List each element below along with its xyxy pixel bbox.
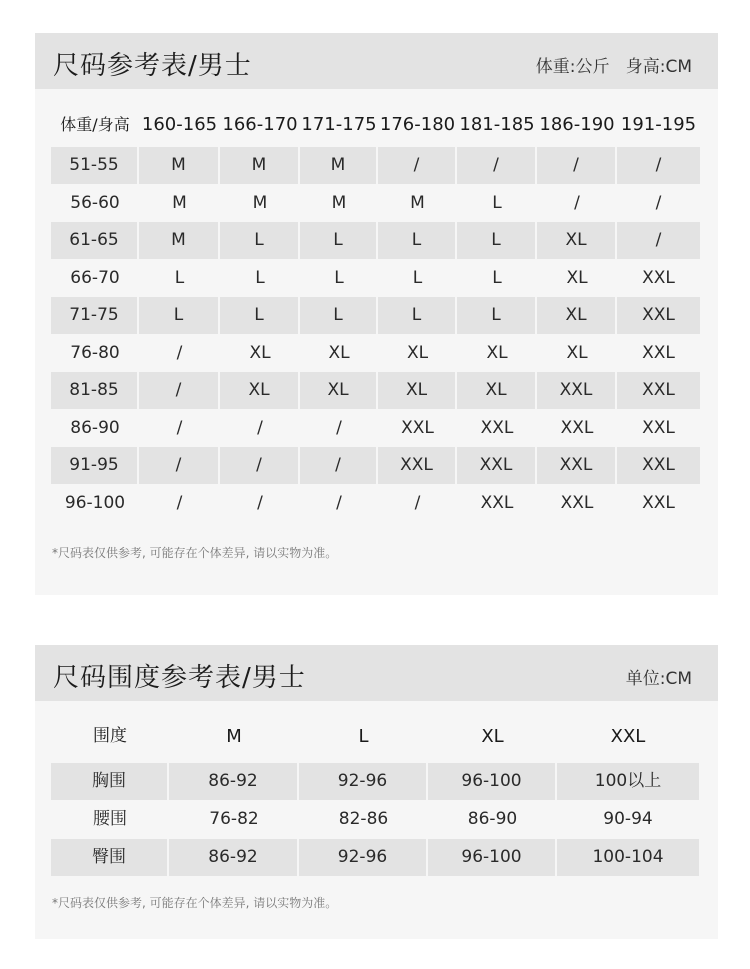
girth-chart-note: *尺码表仅供参考, 可能存在个体差异, 请以实物为准。	[52, 896, 338, 910]
girth-value-cell: 100-104	[557, 839, 699, 876]
size-chart-note: *尺码表仅供参考, 可能存在个体差异, 请以实物为准。	[52, 546, 338, 560]
size-cell: XXL	[642, 492, 675, 513]
size-chart-row	[51, 297, 700, 334]
size-cell: XXL	[617, 297, 700, 334]
size-cell: L	[457, 297, 537, 334]
size-chart-row	[51, 485, 700, 522]
size-chart-header	[35, 33, 718, 89]
girth-value-cell: 86-90	[467, 809, 518, 829]
size-cell: XL	[457, 372, 537, 409]
size-cell: M	[220, 147, 300, 184]
size-cell: XXL	[537, 372, 617, 409]
size-cell: L	[457, 222, 537, 259]
girth-value-cell: 92-96	[299, 763, 428, 800]
size-cell: XL	[328, 342, 350, 363]
size-cell: XXL	[537, 447, 617, 484]
size-cell: L	[255, 267, 265, 288]
size-cell: /	[176, 492, 183, 513]
girth-chart-header-row	[51, 718, 699, 755]
size-cell: M	[300, 147, 378, 184]
girth-label: 胸围	[51, 763, 169, 800]
size-cell: L	[139, 297, 220, 334]
size-cell: /	[617, 147, 700, 184]
size-cell: L	[300, 222, 378, 259]
size-cell: L	[220, 297, 300, 334]
weight-label: 81-85	[51, 372, 139, 409]
size-cell: XL	[378, 372, 457, 409]
girth-value-cell: 96-100	[428, 763, 557, 800]
height-header: 171-175	[301, 114, 377, 135]
size-cell: /	[176, 417, 183, 438]
size-cell: M	[139, 222, 220, 259]
size-cell: /	[139, 372, 220, 409]
size-cell: L	[220, 222, 300, 259]
girth-value-cell: 100以上	[557, 763, 699, 800]
size-cell: M	[139, 147, 220, 184]
girth-chart-row	[51, 801, 699, 838]
size-cell: /	[336, 492, 342, 513]
size-cell: M	[172, 192, 187, 213]
size-chart-row	[51, 185, 700, 222]
size-cell: /	[378, 147, 457, 184]
size-cell: /	[139, 447, 220, 484]
size-cell: M	[410, 192, 425, 213]
size-cell: XXL	[617, 447, 700, 484]
girth-chart-title: 尺码围度参考表/男士	[53, 663, 306, 693]
size-cell: XL	[406, 342, 429, 363]
girth-value-cell: 92-96	[299, 839, 428, 876]
size-cell: L	[412, 267, 423, 288]
size-cell: XL	[537, 297, 617, 334]
weight-label: 86-90	[70, 417, 120, 438]
size-chart-row	[51, 222, 700, 259]
size-cell: /	[257, 417, 263, 438]
size-cell: XXL	[480, 492, 514, 513]
girth-corner-label: 围度	[93, 726, 127, 746]
weight-label: 61-65	[51, 222, 139, 259]
size-header: XL	[481, 726, 504, 747]
size-cell: /	[537, 147, 617, 184]
size-cell: /	[336, 417, 342, 438]
girth-chart-unit: 单位:CM	[625, 669, 692, 689]
weight-label: 91-95	[51, 447, 139, 484]
size-chart-row	[51, 260, 700, 297]
girth-value-cell: 86-92	[169, 763, 299, 800]
size-cell: XXL	[617, 372, 700, 409]
size-cell: XXL	[401, 417, 434, 438]
size-cell: XL	[220, 372, 300, 409]
height-header: 166-170	[222, 114, 298, 135]
size-cell: /	[300, 447, 378, 484]
height-header: 181-185	[459, 114, 535, 135]
size-cell: /	[220, 447, 300, 484]
size-chart-row	[51, 410, 700, 447]
size-chart-title: 尺码参考表/男士	[53, 51, 252, 81]
size-cell: /	[257, 492, 263, 513]
weight-label: 76-80	[70, 342, 120, 363]
size-cell: XXL	[560, 417, 594, 438]
size-cell: /	[655, 192, 662, 213]
size-cell: XXL	[560, 492, 594, 513]
girth-value-cell: 96-100	[428, 839, 557, 876]
size-cell: XL	[537, 222, 617, 259]
size-cell: L	[492, 192, 502, 213]
weight-label: 96-100	[64, 492, 126, 513]
girth-label: 臀围	[51, 839, 169, 876]
size-header: L	[358, 726, 369, 747]
size-chart-unit: 体重:公斤 身高:CM	[535, 57, 692, 77]
size-cell: /	[457, 147, 537, 184]
size-cell: XL	[249, 342, 271, 363]
size-cell: /	[176, 342, 183, 363]
size-cell: L	[492, 267, 502, 288]
size-cell: XXL	[642, 267, 675, 288]
height-header: 191-195	[620, 114, 697, 135]
girth-chart-row	[51, 763, 699, 800]
size-cell: XL	[486, 342, 508, 363]
girth-label: 腰围	[93, 809, 127, 829]
size-cell: XL	[300, 372, 378, 409]
size-chart-header-row	[51, 106, 700, 143]
size-cell: /	[414, 492, 421, 513]
girth-chart-header	[35, 645, 718, 701]
girth-chart-row	[51, 839, 699, 876]
size-chart-row	[51, 335, 700, 372]
size-cell: XXL	[457, 447, 537, 484]
size-cell: XXL	[480, 417, 514, 438]
size-cell: XL	[566, 267, 588, 288]
size-cell: L	[174, 267, 185, 288]
height-header: 176-180	[379, 114, 456, 135]
size-cell: L	[378, 222, 457, 259]
girth-chart-panel	[35, 645, 718, 939]
weight-label: 56-60	[70, 192, 120, 213]
size-chart-row	[51, 447, 700, 484]
size-cell: L	[378, 297, 457, 334]
size-cell: XXL	[642, 342, 675, 363]
size-header: M	[226, 726, 242, 747]
height-header: 186-190	[539, 114, 615, 135]
girth-value-cell: 86-92	[169, 839, 299, 876]
size-chart-panel	[35, 33, 718, 595]
size-cell: /	[574, 192, 580, 213]
size-header: XXL	[610, 726, 646, 747]
size-cell: XXL	[642, 417, 675, 438]
size-cell: M	[252, 192, 268, 213]
corner-label: 体重/身高	[60, 115, 130, 134]
size-cell: XXL	[378, 447, 457, 484]
size-cell: XL	[566, 342, 588, 363]
girth-value-cell: 82-86	[338, 809, 389, 829]
size-cell: L	[334, 267, 344, 288]
height-header: 160-165	[141, 114, 218, 135]
weight-label: 51-55	[51, 147, 139, 184]
size-cell: /	[617, 222, 700, 259]
girth-value-cell: 90-94	[603, 809, 653, 829]
weight-label: 71-75	[51, 297, 139, 334]
size-chart-row	[51, 147, 700, 184]
size-cell: L	[300, 297, 378, 334]
size-cell: M	[331, 192, 347, 213]
weight-label: 66-70	[70, 267, 120, 288]
girth-value-cell: 76-82	[209, 809, 259, 829]
size-chart-row	[51, 372, 700, 409]
